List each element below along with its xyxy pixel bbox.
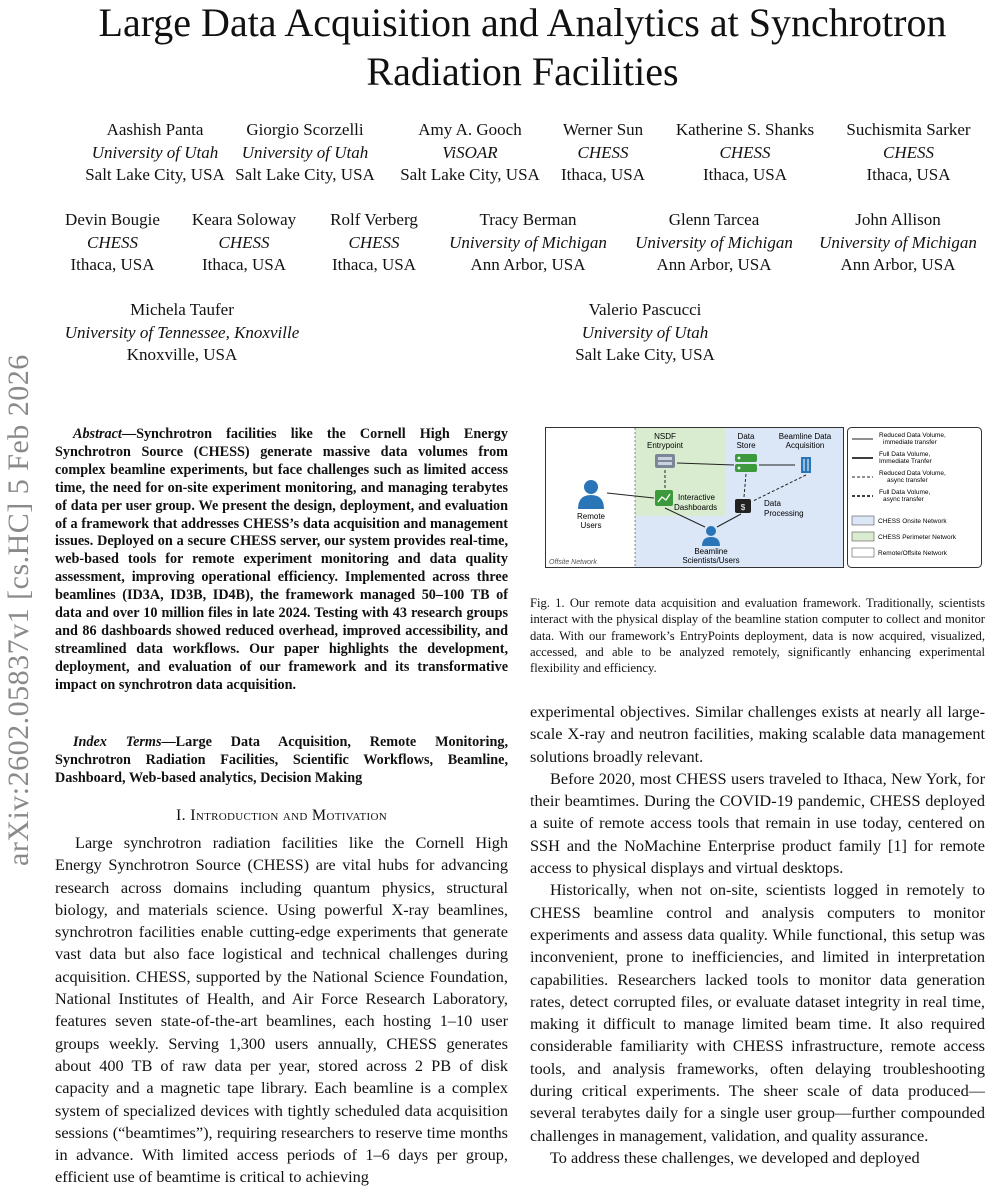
author-block bbox=[548, 119, 658, 187]
author-name: Giorgio Scorzelli bbox=[246, 120, 364, 139]
entrypoint-label: Entrypoint bbox=[646, 441, 684, 450]
author-affiliation: CHESS bbox=[87, 232, 138, 252]
author-affiliation: University of Michigan bbox=[819, 232, 977, 252]
abstract-text: —Synchrotron facilities like the Cornell High Energy Synchrotron Source (CHESS) generate massive data volumes from complex beamline experiments, but face challenges such as limited access time, the need for on-site experiment monitoring, and managing terabytes of data per user group. We present the design, deployment, and evaluation of a framework that addresses CHESS’s data acquisition and management issues. Deployed on a secure CHESS server, our system provides real-time, web-based tools for remote experiment monitoring and data quality assessment, improving operational efficiency. Implemented across three beamlines (ID3A, ID3B, ID4B), the framework managed 50–100 TB of data and over 10 million files in late 2024. Testing with 43 research groups and 86 dashboards showed reduced overhead, improved accessibility, and streamlined data workflows. Our paper highlights the development, deployment, and evaluation of our framework and its transformative impact on synchrotron data acquisition. bbox=[55, 426, 508, 693]
author-block bbox=[808, 209, 985, 277]
author-location: Salt Lake City, USA bbox=[400, 165, 540, 184]
paragraph: Historically, when not on-site, scientists logged in remotely to CHESS beamline control and analysis computers to monitor experiments and assess data quality. While functional, this setup was inconvenient, prone to inefficiencies, and limited in interpretation capabilities. Researchers lacked tools to monitor data generation rates, detect corrupted files, or evaluate dataset integrity in real time, making it difficult to manage limited beam time. It also required considerable familiarity with CHESS infrastructure, remote access tools, and analysis frameworks, often delaying troubleshooting during critical experiments. The sheer scale of data produced—several terabytes daily for a single user group—further compounded challenges in management, validation, and quality assurance. bbox=[530, 880, 985, 1145]
data-store-label-2: Store bbox=[736, 441, 756, 450]
index-terms-text: —Large Data Acquisition, Remote Monitoring, Synchrotron Radiation Facilities, Scientific Workflows, Beamline, Dashboard, Web-based analytics, Decision Making bbox=[55, 734, 508, 786]
left-column-body bbox=[55, 832, 508, 1189]
author-name: Katherine S. Shanks bbox=[675, 120, 815, 139]
author-block bbox=[660, 119, 830, 187]
author-name: Suchismita Sarker bbox=[846, 120, 971, 139]
author-affiliation: CHESS bbox=[348, 232, 400, 252]
abstract-label: Abstract bbox=[73, 426, 122, 442]
right-column-body bbox=[530, 701, 985, 1169]
author-affiliation: University of Utah bbox=[91, 142, 219, 162]
legend-item-7: Remote/Offsite Network bbox=[878, 550, 947, 557]
author-affiliation: CHESS bbox=[218, 232, 270, 252]
author-block bbox=[438, 209, 618, 277]
figure-caption: Fig. 1. Our remote data acquisition and evaluation framework. Traditionally, scientists interact with the physical display of the beamline station computer to collect and monitor data. With our framework’s EntryPoints deployment, data is now acquired, visualized, accessed, and able to be analyzed remotely, significantly enhancing experimental flexibility and efficiency. bbox=[530, 596, 985, 676]
author-location: Salt Lake City, USA bbox=[235, 165, 375, 184]
author-location: Ithaca, USA bbox=[702, 165, 788, 184]
author-name: Devin Bougie bbox=[65, 210, 160, 229]
data-store-label-1: Data bbox=[737, 432, 755, 441]
users-label: Users bbox=[580, 521, 602, 530]
beamline-label: Beamline bbox=[694, 547, 728, 556]
beamline-data-label: Beamline Data bbox=[778, 432, 832, 441]
author-name: Amy A. Gooch bbox=[418, 120, 522, 139]
author-block bbox=[215, 119, 395, 187]
author-name: Glenn Tarcea bbox=[668, 210, 760, 229]
legend-item-5: CHESS Onsite Network bbox=[878, 518, 947, 525]
legend-onsite-swatch bbox=[852, 516, 874, 525]
legend-item-3a: Reduced Data Volume, bbox=[879, 470, 946, 477]
nsdf-label: NSDF bbox=[654, 432, 676, 441]
svg-text:$: $ bbox=[740, 503, 746, 512]
author-name: Valerio Pascucci bbox=[588, 300, 702, 319]
paragraph: To address these challenges, we developed and deployed bbox=[550, 1147, 920, 1167]
author-name: Werner Sun bbox=[562, 120, 644, 139]
interactive-label: Interactive bbox=[678, 493, 715, 502]
data-processing-label-1: Data bbox=[764, 499, 781, 508]
data-processing-icon bbox=[735, 499, 751, 513]
author-affiliation: University of Utah bbox=[581, 322, 709, 342]
legend-item-4a: Full Data Volume, bbox=[879, 489, 931, 496]
author-affiliation: University of Tennessee, Knoxville bbox=[64, 322, 300, 342]
author-location: Ithaca, USA bbox=[560, 165, 646, 184]
beamline-detector-icon bbox=[801, 457, 811, 473]
author-block bbox=[832, 119, 985, 187]
author-affiliation: CHESS bbox=[577, 142, 629, 162]
arxiv-identifier: arXiv:2602.05837v1 [cs.HC] 5 Feb 2026 bbox=[2, 354, 35, 866]
index-terms-label: Index Terms bbox=[73, 734, 162, 750]
author-name: Tracy Berman bbox=[479, 210, 577, 229]
author-block bbox=[555, 299, 735, 367]
legend-item-2b: Immediate Tranfer bbox=[879, 458, 932, 465]
author-location: Ann Arbor, USA bbox=[840, 255, 956, 274]
index-terms bbox=[55, 734, 508, 788]
legend-item-3b: async transfer bbox=[887, 477, 928, 484]
paragraph-continued: experimental objectives. Similar challenges exists at nearly all large-scale X-ray and neutron facilities, making scalable data management solutions broadly relevant. bbox=[530, 702, 985, 766]
author-name: John Allison bbox=[855, 210, 941, 229]
author-location: Knoxville, USA bbox=[126, 345, 238, 364]
author-block bbox=[624, 209, 804, 277]
acquisition-label: Acquisition bbox=[785, 441, 825, 450]
author-affiliation: CHESS bbox=[883, 142, 934, 162]
author-name: Michela Taufer bbox=[130, 300, 234, 319]
author-name: Rolf Verberg bbox=[330, 210, 418, 229]
abstract bbox=[55, 426, 508, 695]
paragraph: Before 2020, most CHESS users traveled to Ithaca, New York, for their beamtimes. During the COVID-19 pandemic, CHESS deployed a suite of remote access tools that remain in use today, centered on SSH and the NoMachine Enterprise product family [1] for remote access to physical displays and virtual desktops. bbox=[530, 768, 985, 878]
author-affiliation: University of Michigan bbox=[449, 232, 607, 252]
offsite-network-label: Offsite Network bbox=[549, 559, 597, 566]
author-location: Ithaca, USA bbox=[201, 255, 287, 274]
author-block bbox=[50, 209, 175, 277]
author-location: Ann Arbor, USA bbox=[470, 255, 586, 274]
legend-item-2a: Full Data Volume, bbox=[879, 451, 931, 458]
section-heading: I. Introduction and Motivation bbox=[176, 807, 387, 824]
author-location: Ithaca, USA bbox=[866, 165, 951, 184]
legend-item-1b: immediate transfer bbox=[883, 439, 937, 446]
paragraph: Large synchrotron radiation facilities like the Cornell High Energy Synchrotron Source (CHESS) are vital hubs for advancing research across domains including quantum physics, structural biology, and materials science. Using powerful X-ray beamlines, synchrotron facilities enable cutting-edge experiments that generate vast data but also face logistical and technical challenges during acquisition. CHESS, supported by the National Science Foundation, National Institutes of Health, and Air Force Research Laboratory, features seven state-of-the-art beamlines, each hosting 1–10 user groups weekly. Serving 1,300 users annually, CHESS generates about 400 TB of raw data per year, stored across 2 PB of disk capacity and a magnetic tape library. Each beamline is a complex system of specialized devices with tightly scheduled data acquisition sessions (“beamtimes”), requiring researchers to reserve time months in advance. With limited access periods of 1–6 days per group, efficient use of beamtime is critical to achieving bbox=[55, 833, 508, 1187]
remote-label: Remote bbox=[576, 512, 606, 521]
author-block bbox=[180, 209, 308, 277]
author-location: Salt Lake City, USA bbox=[85, 165, 225, 184]
data-processing-label-2: Processing bbox=[764, 509, 804, 518]
author-name: Keara Soloway bbox=[191, 210, 297, 229]
dashboard-icon bbox=[655, 490, 673, 506]
legend-item-4b: async transfer bbox=[883, 496, 924, 503]
paper-title: Large Data Acquisition and Analytics at Synchrotron Radiation Facilities bbox=[98, 0, 947, 94]
author-affiliation: University of Utah bbox=[241, 142, 369, 162]
author-location: Ann Arbor, USA bbox=[656, 255, 772, 274]
dashboards-label: Dashboards bbox=[674, 503, 718, 512]
entrypoint-server-icon bbox=[655, 454, 675, 468]
author-block bbox=[380, 119, 560, 187]
author-affiliation: University of Michigan bbox=[635, 232, 793, 252]
legend-item-1a: Reduced Data Volume, bbox=[879, 432, 946, 439]
author-affiliation: CHESS bbox=[719, 142, 771, 162]
author-block bbox=[315, 209, 433, 277]
legend-item-6: CHESS Perimeter Network bbox=[878, 534, 957, 541]
author-affiliation: ViSOAR bbox=[442, 142, 498, 162]
author-location: Ithaca, USA bbox=[331, 255, 417, 274]
legend-perimeter-swatch bbox=[852, 532, 874, 541]
scientists-label: Scientists/Users bbox=[682, 556, 740, 565]
author-name: Aashish Panta bbox=[106, 120, 204, 139]
legend-offsite-swatch bbox=[852, 548, 874, 557]
author-location: Ithaca, USA bbox=[70, 255, 155, 274]
framework-diagram bbox=[545, 427, 982, 572]
author-location: Salt Lake City, USA bbox=[575, 345, 715, 364]
author-block bbox=[52, 299, 312, 367]
